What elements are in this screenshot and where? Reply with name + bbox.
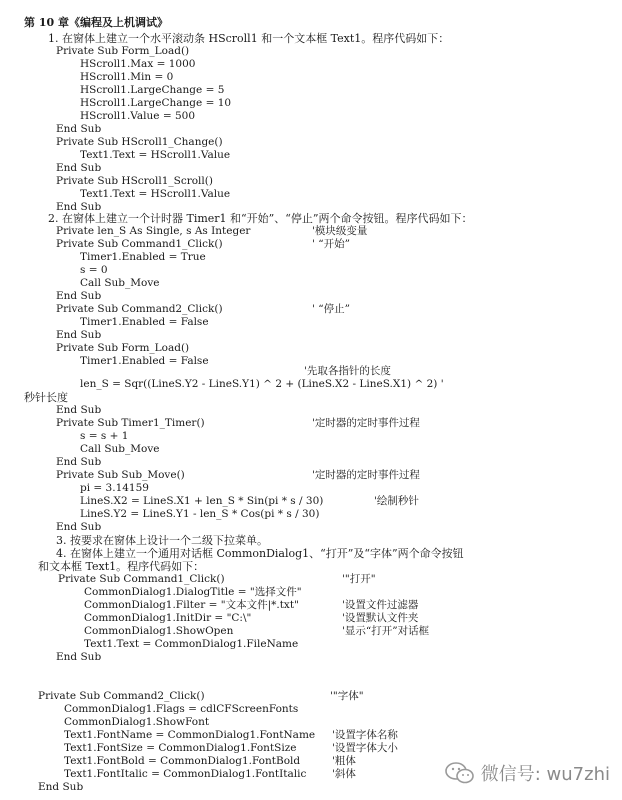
code-line: HScroll1.Max = 1000 [80,58,196,70]
code-line: Text1.FontSize = CommonDialog1.FontSize [64,742,297,754]
code-line: End Sub [56,329,102,341]
code-line: End Sub [56,521,102,533]
code-line: End Sub [56,123,102,135]
code-comment: '模块级变量 [312,225,368,237]
code-comment: '绘制秒针 [374,495,419,507]
code-comment: '设置字体名称 [332,729,398,741]
watermark-text: 微信号: wu7zhi [480,764,610,785]
code-line: Call Sub_Move [80,277,160,289]
code-line: Text1.Text = HScroll1.Value [80,149,231,161]
section-2-heading: 2. 在窗体上建立一个计时器 Timer1 和“开始”、“停止”两个命令按钮。程序代码如下： [48,212,473,225]
code-line: Text1.FontItalic = CommonDialog1.FontItalic [64,768,307,780]
section-3-heading: 3. 按要求在窗体上设计一个二级下拉菜单。 [56,534,268,547]
code-line: Call Sub_Move [80,443,160,455]
code-line: End Sub [56,201,102,213]
code-line: Text1.Text = HScroll1.Value [80,188,231,200]
code-line: End Sub [56,290,102,302]
code-line: Private Sub Command2_Click() [56,303,223,315]
code-line: Private Sub HScroll1_Change() [56,136,223,148]
chapter-title: 第 10 章《编程及上机调试》 [24,16,168,29]
code-comment: '设置默认文件夹 [342,612,419,624]
code-line: End Sub [56,456,102,468]
code-comment: '定时器的定时事件过程 [312,417,420,429]
code-line: Private Sub Form_Load() [56,342,190,354]
code-line: Private len_S As Single, s As Integer [56,225,251,237]
code-line: s = s + 1 [80,430,129,442]
code-line: End Sub [38,781,84,793]
section-1-heading: 1. 在窗体上建立一个水平滚动条 HScroll1 和一个文本框 Text1。程序代码如下： [48,32,450,45]
code-line: Text1.Text = CommonDialog1.FileName [84,638,299,650]
code-line: LineS.X2 = LineS.X1 + len_S * Sin(pi * s / 30) [80,495,324,507]
section-4-heading-cont: 和文本框 Text1。程序代码如下： [38,560,205,573]
code-line: CommonDialog1.DialogTitle = "选择文件" [84,586,302,598]
wechat-icon [445,762,475,784]
code-line: pi = 3.14159 [80,482,149,494]
code-line: Private Sub HScroll1_Scroll() [56,175,213,187]
code-line: Text1.FontName = CommonDialog1.FontName [64,729,316,741]
code-line: s = 0 [80,264,108,276]
code-line: Private Sub Command1_Click() [56,238,223,250]
code-line: Timer1.Enabled = False [80,316,209,328]
code-comment: '斜体 [332,768,356,780]
code-line: Private Sub Sub_Move() [56,469,185,481]
code-line: LineS.Y2 = LineS.Y1 - len_S * Cos(pi * s / 30) [80,508,320,520]
code-comment: '设置文件过滤器 [342,599,419,611]
code-comment: '设置字体大小 [332,742,398,754]
code-line: Private Sub Timer1_Timer() [56,417,205,429]
wrapped-comment: 秒针长度 [24,391,68,404]
code-comment: '定时器的定时事件过程 [312,469,420,481]
code-line: End Sub [56,651,102,663]
code-line: HScroll1.Min = 0 [80,71,174,83]
code-line: End Sub [56,162,102,174]
code-comment: ' “开始” [312,238,350,250]
code-comment: '先取各指针的长度 [304,365,391,377]
code-line: CommonDialog1.Flags = cdlCFScreenFonts [64,703,299,715]
code-line: Private Sub Command1_Click() [58,573,225,585]
code-comment: '粗体 [332,755,356,767]
code-line: CommonDialog1.Filter = "文本文件|*.txt" [84,599,299,611]
code-comment: '"字体" [330,690,364,702]
code-comment: '显示“打开”对话框 [342,625,430,637]
section-4-heading: 4. 在窗体上建立一个通用对话框 CommonDialog1、“打开”及“字体”两个命令按钮 [56,547,464,560]
code-comment: ' “停止” [312,303,350,315]
code-comment: '"打开" [342,573,376,585]
code-line: HScroll1.Value = 500 [80,110,196,122]
code-line: CommonDialog1.InitDir = "C:\" [84,612,252,624]
wechat-watermark [445,760,610,786]
code-line: Private Sub Form_Load() [56,45,190,57]
code-line: Private Sub Command2_Click() [38,690,205,702]
code-line: Timer1.Enabled = True [80,251,206,263]
code-line: Timer1.Enabled = False [80,355,209,367]
code-line: len_S = Sqr((LineS.Y2 - LineS.Y1) ^ 2 + (LineS.X2 - LineS.X1) ^ 2) ' [80,378,444,390]
code-line: CommonDialog1.ShowOpen [84,625,234,637]
code-line: End Sub [56,404,102,416]
code-line: HScroll1.LargeChange = 10 [80,97,232,109]
code-line: HScroll1.LargeChange = 5 [80,84,225,96]
code-line: Text1.FontBold = CommonDialog1.FontBold [64,755,301,767]
code-line: CommonDialog1.ShowFont [64,716,210,728]
